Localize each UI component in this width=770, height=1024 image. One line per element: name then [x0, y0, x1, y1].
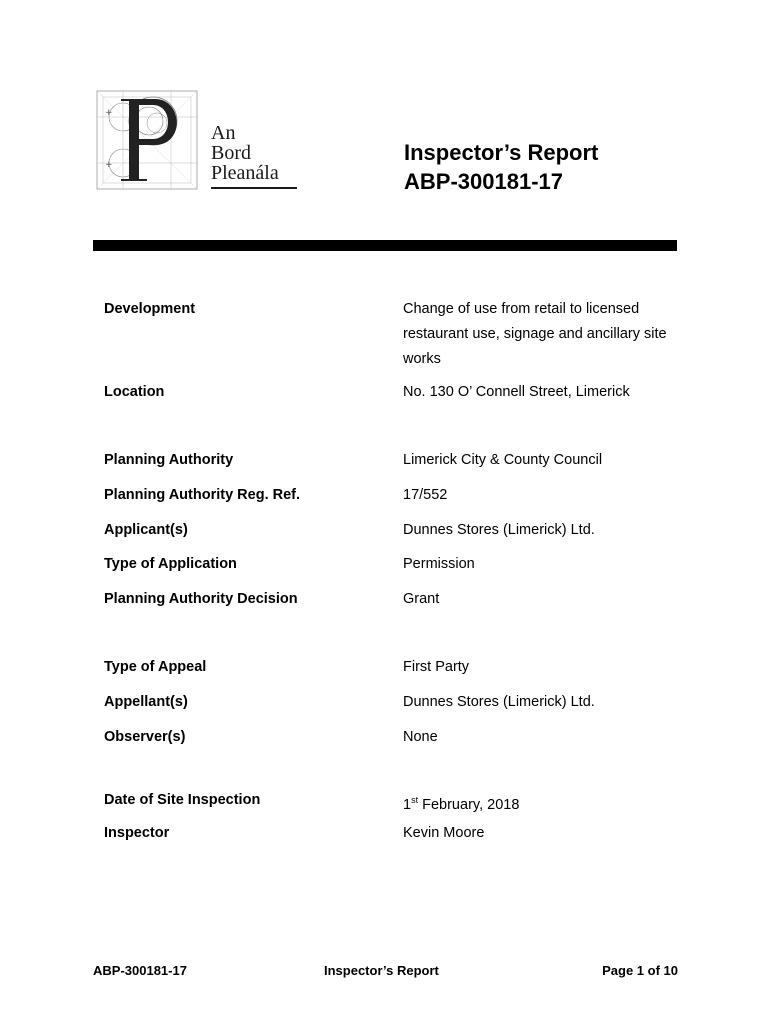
row-label: Planning Authority	[104, 452, 234, 468]
row-value: None	[403, 729, 438, 745]
row-value: Dunnes Stores (Limerick) Ltd.	[403, 694, 595, 710]
row-label: Date of Site Inspection	[104, 792, 261, 808]
row-value: Change of use from retail to licensed restaurant use, signage and ancillary site works	[403, 301, 667, 367]
bord-pleanala-logo-icon	[93, 87, 201, 193]
row-label: Applicant(s)	[104, 522, 188, 538]
logo-line-an: An	[211, 122, 236, 144]
report-reference: ABP-300181-17	[404, 169, 563, 194]
svg-text:+: +	[105, 160, 113, 170]
row-label: Location	[104, 384, 165, 400]
date-ordinal-suffix: st	[411, 795, 419, 805]
footer-title: Inspector’s Report	[324, 963, 439, 978]
row-value	[403, 788, 673, 818]
report-title	[404, 138, 598, 196]
logo-wordmark	[211, 123, 279, 183]
row-label: Appellant(s)	[104, 694, 188, 710]
row-value: No. 130 O’ Connell Street, Limerick	[403, 384, 630, 400]
logo-underline	[211, 187, 297, 189]
row-label: Planning Authority Reg. Ref.	[104, 487, 301, 503]
logo	[93, 87, 303, 193]
logo-line-pleanala: Pleanála	[211, 162, 279, 184]
row-value: Grant	[403, 591, 440, 607]
row-value: First Party	[403, 659, 470, 675]
row-value: Kevin Moore	[403, 825, 485, 841]
logo-line-bord: Bord	[211, 142, 251, 164]
row-value: Permission	[403, 556, 475, 572]
header-divider	[93, 240, 677, 251]
row-label: Inspector	[104, 825, 170, 841]
date-day: 1	[403, 797, 412, 813]
row-label: Observer(s)	[104, 729, 186, 745]
row-label: Development	[104, 301, 196, 317]
svg-text:+: +	[105, 108, 113, 118]
row-value: Dunnes Stores (Limerick) Ltd.	[403, 522, 595, 538]
page-footer	[93, 963, 678, 983]
footer-page-number: Page 1 of 10	[602, 963, 678, 978]
report-title-line1: Inspector’s Report	[404, 140, 599, 165]
footer-reference: ABP-300181-17	[93, 963, 187, 978]
row-label: Type of Appeal	[104, 659, 207, 675]
date-rest: February, 2018	[418, 797, 520, 813]
row-value: 17/552	[403, 487, 448, 503]
row-value: Limerick City & County Council	[403, 452, 603, 468]
row-label: Type of Application	[104, 556, 237, 572]
row-label: Planning Authority Decision	[104, 591, 298, 607]
